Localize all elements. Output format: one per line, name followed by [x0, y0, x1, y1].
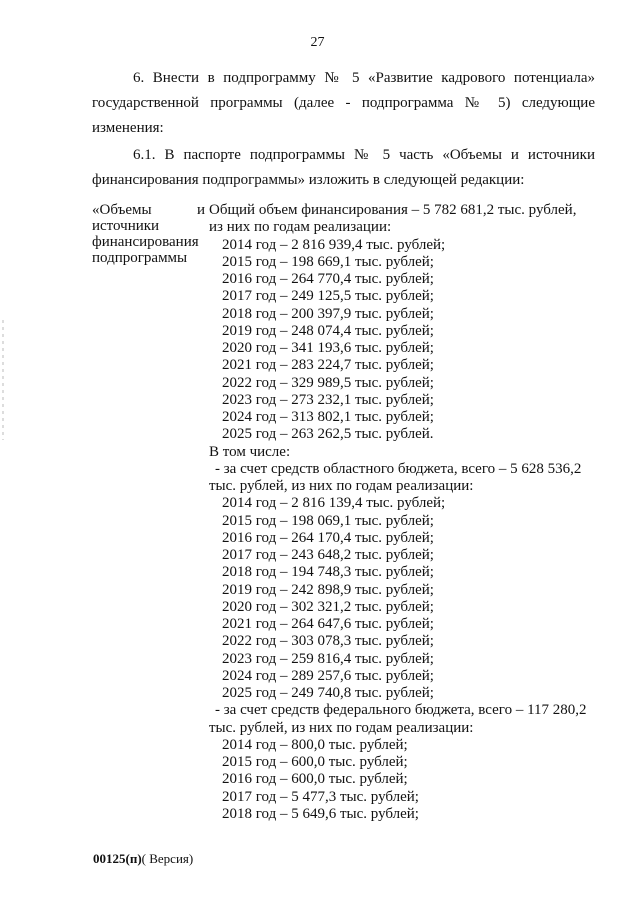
total-year-line: 2015 год – 198 669,1 тыс. рублей;: [222, 253, 434, 270]
total-year-line: 2019 год – 248 074,4 тыс. рублей;: [222, 322, 434, 339]
federal-year-line: 2014 год – 800,0 тыс. рублей;: [222, 736, 408, 753]
regional-year-line: 2015 год – 198 069,1 тыс. рублей;: [222, 512, 434, 529]
including-label: В том числе:: [209, 443, 291, 460]
funding-table-label-cell: [92, 202, 205, 266]
paragraph-6-line-2: государственной программы (далее - подпрограмма № 5) следующие: [92, 95, 595, 111]
total-years-list: [209, 237, 609, 444]
regional-year-line: 2018 год – 194 748,3 тыс. рублей;: [222, 564, 434, 581]
total-year-line: 2014 год – 2 816 939,4 тыс. рублей;: [222, 236, 446, 253]
federal-budget-subline: тыс. рублей, из них по годам реализации:: [209, 719, 474, 736]
label-line-1-word-b: и: [196, 202, 205, 218]
federal-year-line: 2018 год – 5 649,6 тыс. рублей;: [222, 805, 419, 822]
regional-year-line: 2023 год – 259 816,4 тыс. рублей;: [222, 650, 434, 667]
document-version: ( Версия): [141, 851, 194, 866]
total-funding-line: Общий объем финансирования – 5 782 681,2 тыс. рублей,: [209, 202, 577, 218]
total-year-line: 2022 год – 329 989,5 тыс. рублей;: [222, 374, 434, 391]
total-year-line: 2020 год – 341 193,6 тыс. рублей;: [222, 340, 434, 356]
regional-year-line: 2025 год – 249 740,8 тыс. рублей;: [222, 685, 434, 701]
total-year-line: 2021 год – 283 224,7 тыс. рублей;: [222, 357, 434, 374]
paragraph-6: [92, 66, 595, 141]
regional-year-line: 2014 год – 2 816 139,4 тыс. рублей;: [222, 495, 446, 512]
page-number: 27: [310, 35, 325, 50]
label-line-2: источники: [92, 218, 160, 234]
total-year-line: 2025 год – 263 262,5 тыс. рублей.: [222, 426, 434, 443]
regional-year-line: 2021 год – 264 647,6 тыс. рублей;: [222, 616, 434, 632]
regional-budget-line: - за счет средств областного бюджета, всего – 5 628 536,2: [215, 460, 582, 477]
total-funding-subline: из них по годам реализации:: [209, 219, 392, 236]
federal-year-line: 2016 год – 600,0 тыс. рублей;: [222, 771, 408, 788]
regional-year-line: 2017 год – 243 648,2 тыс. рублей;: [222, 547, 434, 563]
funding-table-value-cell: [209, 202, 609, 823]
document-code: 00125(п): [93, 851, 142, 866]
paragraph-6-line-3: изменения:: [92, 120, 164, 136]
total-year-line: 2024 год – 313 802,1 тыс. рублей;: [222, 409, 434, 425]
regional-years-list: [209, 495, 609, 702]
total-year-line: 2017 год – 249 125,5 тыс. рублей;: [222, 288, 434, 305]
regional-year-line: 2019 год – 242 898,9 тыс. рублей;: [222, 581, 434, 598]
federal-year-line: 2015 год – 600,0 тыс. рублей;: [222, 754, 408, 770]
label-line-3: финансирования: [92, 234, 199, 250]
regional-year-line: 2016 год – 264 170,4 тыс. рублей;: [222, 529, 434, 546]
document-footer: [93, 851, 193, 867]
paragraph-6-1: [92, 143, 595, 193]
total-year-line: 2023 год – 273 232,1 тыс. рублей;: [222, 391, 434, 408]
paragraph-6-1-line-2: финансирования подпрограммы» изложить в следующей редакции:: [92, 172, 525, 188]
regional-year-line: 2022 год – 303 078,3 тыс. рублей;: [222, 633, 434, 650]
label-line-4: подпрограммы: [92, 250, 188, 266]
total-year-line: 2018 год – 200 397,9 тыс. рублей;: [222, 305, 434, 322]
federal-budget-line: - за счет средств федерального бюджета, всего – 117 280,2: [215, 702, 587, 719]
paragraph-6-1-line-1: 6.1. В паспорте подпрограммы № 5 часть «Объемы и источники: [133, 147, 595, 163]
label-line-1-word-a: «Объемы: [92, 202, 152, 218]
regional-year-line: 2020 год – 302 321,2 тыс. рублей;: [222, 598, 434, 615]
regional-budget-subline: тыс. рублей, из них по годам реализации:: [209, 478, 474, 494]
regional-year-line: 2024 год – 289 257,6 тыс. рублей;: [222, 667, 434, 684]
label-line-1: [92, 202, 205, 218]
federal-years-list: [209, 737, 609, 823]
paragraph-6-line-1: 6. Внести в подпрограмму № 5 «Развитие кадрового потенциала»: [133, 70, 595, 86]
scan-edge-mark: [2, 320, 4, 440]
total-year-line: 2016 год – 264 770,4 тыс. рублей;: [222, 271, 434, 287]
federal-year-line: 2017 год – 5 477,3 тыс. рублей;: [222, 788, 419, 805]
